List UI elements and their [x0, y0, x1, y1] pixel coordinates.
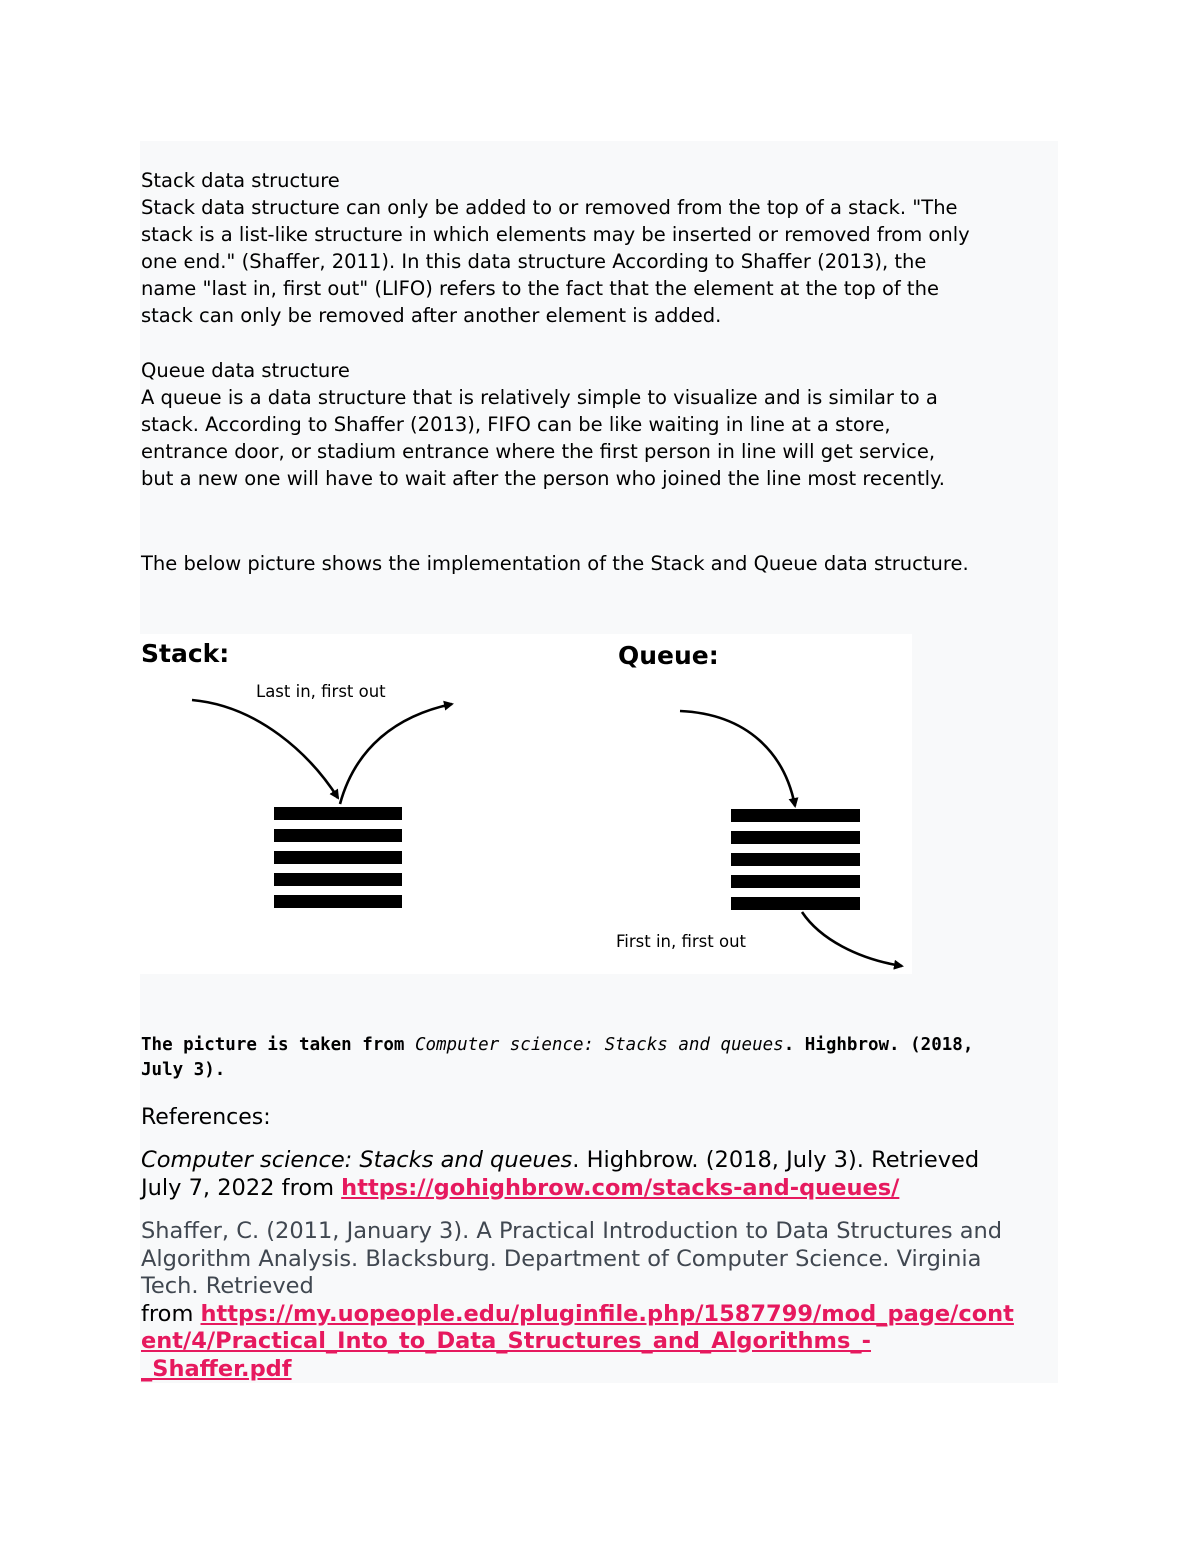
- queue-paragraph-line: A queue is a data structure that is relatively simple to visualize and is similar to a: [141, 386, 938, 409]
- stack-element-bar: [274, 873, 402, 886]
- caption-title: Computer science: Stacks and queues: [414, 1035, 784, 1055]
- stack-element-bar: [274, 851, 402, 864]
- caption-suffix: . Highbrow. (2018,: [783, 1035, 974, 1055]
- stack-paragraph-line: one end." (Shaffer, 2011). In this data structure According to Shaffer (2013), the: [141, 250, 927, 273]
- reference-2-link-line: _Shaffer.pdf: [141, 1355, 292, 1382]
- stack-push-arrow: [192, 700, 338, 798]
- stack-element-bar: [274, 829, 402, 842]
- reference-1-text2: July 7, 2022 from: [141, 1174, 342, 1201]
- reference-2-text-line: Tech. Retrieved: [141, 1273, 314, 1299]
- stack-paragraph-line: stack is a list-like structure in which elements may be inserted or removed from only: [141, 223, 970, 246]
- reference-2-text-line: Shaffer, C. (2011, January 3). A Practical Introduction to Data Structures and: [141, 1218, 1003, 1244]
- queue-element-bar: [731, 897, 860, 910]
- reference-2: [141, 1218, 1056, 1383]
- stack-element-bar: [274, 807, 402, 820]
- queue-element-bar: [731, 875, 860, 888]
- figure-caption: [141, 1033, 1041, 1083]
- stack-queue-figure: [140, 634, 912, 974]
- queue-enqueue-arrow: [680, 711, 795, 806]
- queue-element-bar: [731, 831, 860, 844]
- stack-label: Last in, first out: [256, 682, 386, 701]
- reference-2-link[interactable]: [141, 1301, 1014, 1382]
- queue-element-bar: [731, 809, 860, 822]
- stack-title: Stack:: [141, 639, 230, 668]
- queue-paragraph-line: but a new one will have to wait after the person who joined the line most recently.: [141, 467, 946, 490]
- stack-paragraph-line: name "last in, first out" (LIFO) refers to the fact that the element at the top of the: [141, 277, 939, 300]
- queue-paragraph-line: entrance door, or stadium entrance where the first person in line will get service,: [141, 440, 936, 463]
- reference-1-text: . Highbrow. (2018, July 3). Retrieved: [572, 1147, 980, 1173]
- caption-prefix: The picture is taken from: [141, 1035, 415, 1055]
- queue-heading: Queue data structure: [141, 359, 350, 382]
- reference-1: [141, 1147, 1056, 1202]
- reference-2-text-line: Algorithm Analysis. Blacksburg. Department of Computer Science. Virginia: [141, 1245, 982, 1272]
- caption-line2: July 3).: [141, 1060, 226, 1080]
- queue-dequeue-arrow: [802, 912, 902, 966]
- references-heading: References:: [141, 1105, 271, 1130]
- queue-paragraph-line: stack. According to Shaffer (2013), FIFO can be like waiting in line at a store,: [141, 413, 891, 436]
- queue-label: First in, first out: [616, 932, 747, 951]
- stack-paragraph-line: stack can only be removed after another element is added.: [141, 304, 722, 327]
- queue-title: Queue:: [618, 641, 719, 670]
- queue-element-bar: [731, 853, 860, 866]
- stack-element-bar: [274, 895, 402, 908]
- reference-2-link-line: https://my.uopeople.edu/pluginfile.php/1587799/mod_page/cont: [200, 1300, 1014, 1327]
- stack-paragraph-line: Stack data structure can only be added to or removed from the top of a stack. "The: [141, 196, 958, 219]
- reference-2-link-line: ent/4/Practical_Into_to_Data_Structures_and_Algorithms_-: [141, 1328, 871, 1354]
- stack-queue-diagram: [140, 634, 912, 974]
- reference-1-title: Computer science: Stacks and queues: [141, 1147, 573, 1173]
- stack-heading: Stack data structure: [141, 169, 340, 192]
- reference-2-from: from: [141, 1300, 201, 1327]
- reference-1-link[interactable]: https://gohighbrow.com/stacks-and-queues/: [341, 1174, 900, 1201]
- picture-intro: The below picture shows the implementation of the Stack and Queue data structure.: [141, 552, 969, 575]
- stack-pop-arrow: [340, 704, 452, 804]
